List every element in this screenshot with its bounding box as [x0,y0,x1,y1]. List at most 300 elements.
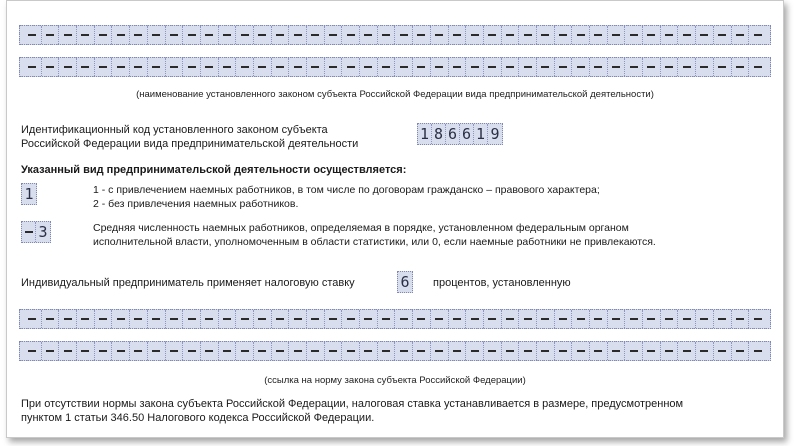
activity-name-caption: (наименование установленного законом субъекта Российской Федерации вида предпринимательской деятельности) [136,89,654,100]
cell-dash [329,66,337,68]
cell-dash [99,34,107,36]
empty-cell [678,310,696,328]
empty-cell [148,342,166,360]
cell-dash [647,350,655,352]
activity-name-line-1-cells [20,26,770,44]
cell-dash [329,350,337,352]
cell-dash [647,34,655,36]
cell-dash [134,318,142,320]
cell-dash [417,34,425,36]
empty-cell [325,26,343,44]
empty-cell [219,310,237,328]
empty-cell [608,342,626,360]
empty-cell [95,58,113,76]
empty-cell [272,58,290,76]
empty-cell [201,26,219,44]
empty-cell [431,58,449,76]
cell-dash [559,350,567,352]
performed-option-2: 2 - без привлечения наемных работников. [93,198,299,210]
footer-line-1: При отсутствии нормы закона субъекта Российской Федерации, налоговая ставка устанавливается в размере, предусмотренном [21,398,684,410]
empty-cell [254,342,272,360]
activity-name-line-1[interactable] [19,25,771,45]
empty-cell [236,310,254,328]
empty-cell [696,26,714,44]
cell-dash [488,350,496,352]
empty-cell [749,26,766,44]
cell-dash [258,34,266,36]
cell-dash [81,318,89,320]
cell-dash [630,350,638,352]
cell-dash [28,66,36,68]
cell-dash [718,350,726,352]
cell-dash [188,318,196,320]
performed-heading: Указанный вид предпринимательской деятельности осуществляется: [21,164,407,176]
empty-cell [519,310,537,328]
empty-cell [625,58,643,76]
empty-cell [360,26,378,44]
law-reference-line-2[interactable] [19,341,771,361]
empty-cell [625,310,643,328]
empty-cell [749,58,766,76]
employees-count-field[interactable] [21,221,51,243]
cell-dash [541,66,549,68]
empty-cell [537,342,555,360]
empty-cell [466,58,484,76]
cell-dash [188,350,196,352]
cell-dash [453,318,461,320]
cell-dash [294,318,302,320]
id-code-digit-6: 9 [490,125,500,143]
cell-dash [152,318,160,320]
empty-cell [112,58,130,76]
cell-dash [46,350,54,352]
cell-dash [471,34,479,36]
cell-dash [524,66,532,68]
empty-cell [342,342,360,360]
empty-cell [219,26,237,44]
law-reference-line-1-cells [20,310,770,328]
cell-dash [488,318,496,320]
cell-dash [524,350,532,352]
empty-cell [201,342,219,360]
empty-cell [112,310,130,328]
empty-cell [289,342,307,360]
cell-dash [700,66,708,68]
employees-description-line-1: Средняя численность наемных работников, определяемая в порядке, установленном федеральным органом [93,222,629,234]
cell-dash [612,66,620,68]
cell-dash [170,350,178,352]
cell-dash [577,318,585,320]
empty-cell [502,58,520,76]
cell-dash [506,34,514,36]
cell-dash [647,318,655,320]
empty-cell [537,26,555,44]
empty-cell [431,310,449,328]
empty-cell [24,310,42,328]
empty-cell [590,310,608,328]
cell-dash [559,66,567,68]
empty-cell [449,26,467,44]
cell-dash [700,350,708,352]
empty-cell [95,342,113,360]
cell-dash [453,66,461,68]
cell-dash [736,34,744,36]
cell-dash [559,318,567,320]
empty-cell [360,342,378,360]
cell-dash [188,66,196,68]
cell-dash [577,34,585,36]
empty-cell [449,310,467,328]
empty-cell [77,342,95,360]
empty-cell [219,58,237,76]
cell-dash [577,66,585,68]
empty-cell [643,58,661,76]
empty-cell [395,58,413,76]
cell-dash [223,66,231,68]
employees-description-line-2: исполнительной власти, уполномоченным в области статистики, или 0, если наемные работники не привлекаются. [93,236,656,248]
empty-cell [360,58,378,76]
cell-dash [400,66,408,68]
empty-cell [148,58,166,76]
id-code-digit-1: 1 [418,124,432,144]
cell-dash [471,350,479,352]
cell-dash [524,318,532,320]
cell-dash [417,66,425,68]
empty-cell [183,342,201,360]
empty-cell [289,26,307,44]
cell-dash [665,350,673,352]
empty-cell [395,342,413,360]
cell-dash [647,66,655,68]
cell-dash [400,350,408,352]
id-code-digit-4: 6 [460,124,474,144]
cell-dash [453,34,461,36]
cell-dash [311,66,319,68]
law-reference-caption: (ссылка на норму закона субъекта Российской Федерации) [264,375,526,386]
cell-dash [223,34,231,36]
empty-cell [378,310,396,328]
cell-dash [718,318,726,320]
empty-cell [342,310,360,328]
empty-cell [325,310,343,328]
law-reference-line-1[interactable] [19,309,771,329]
cell-dash [152,34,160,36]
id-code-label-line-2: Российской Федерации вида предпринимательской деятельности [21,138,359,150]
cell-dash [276,66,284,68]
empty-cell [484,26,502,44]
empty-cell [466,26,484,44]
cell-dash [241,34,249,36]
cell-dash [117,34,125,36]
cell-dash [754,318,762,320]
empty-cell [130,342,148,360]
empty-cell [325,342,343,360]
cell-dash [258,350,266,352]
empty-cell [502,342,520,360]
cell-dash [736,350,744,352]
empty-cell [732,26,750,44]
cell-dash [134,350,142,352]
cell-dash [311,318,319,320]
cell-dash [117,66,125,68]
empty-cell [166,26,184,44]
empty-cell [466,342,484,360]
cell-dash [294,66,302,68]
empty-cell [130,26,148,44]
cell-dash [754,350,762,352]
cell-dash [64,350,72,352]
empty-cell [307,58,325,76]
cell-dash [541,34,549,36]
cell-dash [594,318,602,320]
cell-dash [276,34,284,36]
empty-cell [714,342,732,360]
cell-dash [435,66,443,68]
empty-cell [590,26,608,44]
empty-cell [661,310,679,328]
cell-dash [594,350,602,352]
empty-cell [608,310,626,328]
empty-cell [307,342,325,360]
empty-cell [643,342,661,360]
empty-cell [395,310,413,328]
empty-cell [714,58,732,76]
empty-cell [572,310,590,328]
empty-cell [714,310,732,328]
cell-dash [347,318,355,320]
empty-cell [166,342,184,360]
empty-cell [466,310,484,328]
cell-dash [329,318,337,320]
cell-dash [453,350,461,352]
empty-cell [24,342,42,360]
cell-dash [294,34,302,36]
empty-cell [413,310,431,328]
empty-cell [519,342,537,360]
empty-cell [449,342,467,360]
empty-cell [77,26,95,44]
empty-cell [661,26,679,44]
empty-cell [307,26,325,44]
cell-dash [506,318,514,320]
tax-rate-suffix: процентов, установленную [433,277,571,289]
empty-cell [42,58,60,76]
empty-cell [749,342,766,360]
empty-cell [625,26,643,44]
empty-cell [342,58,360,76]
cell-dash [258,66,266,68]
empty-cell [77,58,95,76]
cell-dash [294,350,302,352]
empty-cell [590,58,608,76]
empty-cell [555,26,573,44]
empty-cell [42,342,60,360]
activity-name-line-2[interactable] [19,57,771,77]
cell-dash [382,350,390,352]
empty-cell [608,26,626,44]
empty-cell [555,310,573,328]
empty-cell [378,58,396,76]
empty-cell [625,342,643,360]
empty-cell [678,342,696,360]
empty-cell [732,310,750,328]
empty-cell [661,58,679,76]
cell-dash [205,318,213,320]
cell-dash [364,66,372,68]
empty-cell [484,310,502,328]
performed-code-value: 1 [24,185,34,203]
empty-cell [431,26,449,44]
empty-cell [395,26,413,44]
empty-cell [661,342,679,360]
cell-dash [205,34,213,36]
cell-dash [241,350,249,352]
cell-dash [594,34,602,36]
cell-dash [630,66,638,68]
empty-cell [590,342,608,360]
empty-cell [714,26,732,44]
cell-dash [683,350,691,352]
cell-dash [506,66,514,68]
cell-dash [754,66,762,68]
cell-dash [364,34,372,36]
id-code-label-line-1: Идентификационный код установленного законом субъекта [21,124,328,136]
cell-dash [612,34,620,36]
empty-cell [555,58,573,76]
cell-dash [594,66,602,68]
cell-dash [258,318,266,320]
empty-cell [59,26,77,44]
cell-dash [612,350,620,352]
empty-cell [413,58,431,76]
empty-cell [183,58,201,76]
declaration-page [6,0,784,438]
cell-dash [630,318,638,320]
empty-cell [183,26,201,44]
cell-dash [382,318,390,320]
tax-rate-field[interactable] [397,271,413,293]
cell-dash [630,34,638,36]
cell-dash [64,66,72,68]
cell-dash [311,350,319,352]
empty-cell [342,26,360,44]
empty-cell [236,58,254,76]
law-reference-line-2-cells [20,342,770,360]
empty-cell [608,58,626,76]
cell-dash [28,318,36,320]
empty-cell [572,58,590,76]
empty-cell [42,26,60,44]
empty-cell [696,310,714,328]
cell-dash [276,318,284,320]
empty-cell [254,310,272,328]
id-code-digit-5: 1 [474,124,488,144]
empty-cell [449,58,467,76]
empty-cell [272,310,290,328]
cell-dash [134,66,142,68]
empty-cell [24,26,42,44]
cell-dash [241,318,249,320]
cell-dash [506,350,514,352]
empty-cell [272,26,290,44]
empty-cell [59,342,77,360]
empty-cell [696,342,714,360]
cell-dash [435,34,443,36]
empty-cell [572,26,590,44]
empty-cell [95,310,113,328]
empty-cell [696,58,714,76]
cell-dash [400,318,408,320]
tax-rate-value: 6 [400,273,410,291]
cell-dash [435,318,443,320]
cell-dash [81,66,89,68]
cell-dash [276,350,284,352]
empty-cell [378,342,396,360]
empty-cell [519,58,537,76]
empty-cell [572,342,590,360]
cell-dash [347,350,355,352]
cell-dash [364,318,372,320]
empty-cell [24,58,42,76]
empty-cell [307,310,325,328]
cell-dash [170,34,178,36]
empty-cell [112,342,130,360]
empty-cell [166,310,184,328]
cell-dash [700,318,708,320]
employees-count-dash [22,222,36,242]
cell-dash [170,66,178,68]
empty-cell [537,58,555,76]
empty-cell [378,26,396,44]
cell-dash [28,34,36,36]
cell-dash [541,350,549,352]
cell-dash [736,66,744,68]
cell-dash [718,66,726,68]
cell-dash [559,34,567,36]
cell-dash [99,318,107,320]
empty-cell [59,58,77,76]
cell-dash [46,318,54,320]
cell-dash [223,318,231,320]
cell-dash [99,350,107,352]
empty-cell [130,310,148,328]
empty-cell [413,26,431,44]
cell-dash [205,350,213,352]
empty-cell [325,58,343,76]
empty-cell [413,342,431,360]
cell-dash [612,318,620,320]
cell-dash [400,34,408,36]
id-code-field[interactable] [417,123,503,145]
empty-cell [236,26,254,44]
empty-cell [484,58,502,76]
cell-dash [241,66,249,68]
empty-cell [732,342,750,360]
empty-cell [732,58,750,76]
empty-cell [219,342,237,360]
cell-dash [152,350,160,352]
empty-cell [183,310,201,328]
empty-cell [201,58,219,76]
empty-cell [678,58,696,76]
empty-cell [77,310,95,328]
empty-cell [502,26,520,44]
empty-cell [112,26,130,44]
cell-dash [46,34,54,36]
performed-code-field[interactable] [21,183,37,205]
cell-dash [683,66,691,68]
activity-name-line-2-cells [20,58,770,76]
